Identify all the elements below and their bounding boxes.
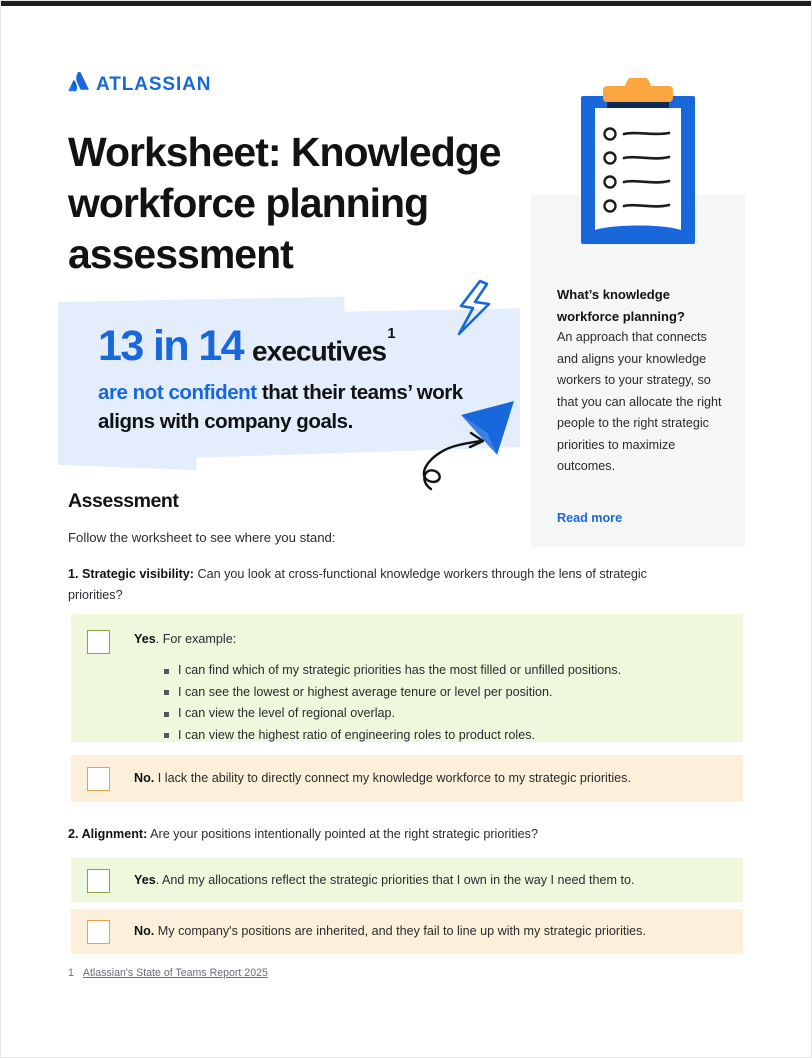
list-item: I can view the highest ratio of engineering roles to product roles. <box>164 725 727 747</box>
question-1-text: Can you look at cross-functional knowledge workers through the lens of strategic priorities? <box>68 567 647 602</box>
stat-subject: executives$^1$ <box>251 325 395 367</box>
stat-headline <box>98 321 498 376</box>
answer-yes-q2-body <box>134 870 727 891</box>
answer-no-q1-label: No. <box>134 771 155 785</box>
top-bar <box>1 1 812 6</box>
answer-yes-q1[interactable] <box>71 614 743 742</box>
answer-no-q2-body <box>134 921 727 942</box>
answer-yes-q1-list <box>134 660 727 746</box>
question-1-label: Strategic visibility: <box>82 567 194 581</box>
answer-yes-q1-lead <box>134 629 727 650</box>
question-2 <box>68 824 678 845</box>
checkbox-yes-q2[interactable] <box>87 869 110 893</box>
answer-yes-q1-label: Yes <box>134 632 156 646</box>
answer-yes-q2-label: Yes <box>134 872 156 887</box>
question-1 <box>68 564 678 606</box>
checkbox-yes-q1[interactable] <box>87 630 110 654</box>
checkbox-no-q2[interactable] <box>87 920 110 944</box>
answer-no-q1-body <box>134 768 727 789</box>
read-more-link[interactable]: Read more <box>557 511 623 525</box>
footnote <box>68 967 268 979</box>
question-2-number: 2. <box>68 827 79 841</box>
answer-no-q1[interactable] <box>71 755 743 802</box>
footnote-link[interactable]: Atlassian's State of Teams Report 2025 <box>82 967 268 979</box>
answer-no-q1-text: I lack the ability to directly connect my knowledge workforce to my strategic priorities. <box>154 771 631 785</box>
answer-yes-q2-text: . And my allocations reflect the strategic priorities that I own in the way I need them to. <box>155 872 635 887</box>
atlassian-wordmark: ATLASSIAN <box>96 73 212 95</box>
clipboard-checklist-icon <box>577 78 699 255</box>
list-item: I can find which of my strategic priorities has the most filled or unfilled positions. <box>164 660 727 682</box>
question-1-number: 1. <box>68 567 79 581</box>
paper-plane-arrow-icon <box>401 389 521 499</box>
sidebar-body: An approach that connects and aligns your knowledge workers to your strategy, so that you can allocate the right people to the right strategic priorities to maximize outcomes. <box>557 330 722 473</box>
answer-yes-q1-body <box>134 629 727 746</box>
page-title: Worksheet: Knowledge workforce planning assessment <box>68 129 501 277</box>
lightning-bolt-icon <box>453 278 495 353</box>
assessment-intro: Follow the worksheet to see where you stand: <box>68 530 336 545</box>
answer-no-q2-lead <box>134 921 727 942</box>
answer-no-q2-label: No. <box>134 924 155 938</box>
assessment-heading: Assessment <box>68 490 179 512</box>
list-item: I can view the level of regional overlap. <box>164 703 727 725</box>
stat-footnote-marker: 1 <box>387 325 395 342</box>
answer-yes-q1-text: . For example: <box>155 632 237 646</box>
answer-no-q2[interactable] <box>71 909 743 954</box>
list-item: I can see the lowest or highest average tenure or level per position. <box>164 682 727 704</box>
footnote-marker: 1 <box>68 967 74 979</box>
answer-yes-q2-lead <box>134 870 727 891</box>
atlassian-logo-icon <box>68 72 89 97</box>
stat-number: 13 in 14 <box>98 322 243 371</box>
sidebar-heading: What’s knowledge workforce planning? <box>557 287 685 324</box>
stat-highlight: are not confident <box>98 381 257 405</box>
question-2-label: Alignment: <box>81 827 148 841</box>
checkbox-no-q1[interactable] <box>87 767 110 791</box>
answer-yes-q2[interactable] <box>71 858 743 902</box>
question-2-text: Are your positions intentionally pointed at the right strategic priorities? <box>147 827 538 841</box>
answer-no-q1-lead <box>134 768 727 789</box>
answer-no-q2-text: My company's positions are inherited, and they fail to line up with my strategic priorities. <box>154 924 646 938</box>
atlassian-logo <box>68 72 211 97</box>
stat-rest: that their teams’ work aligns with company goals. <box>98 381 463 434</box>
